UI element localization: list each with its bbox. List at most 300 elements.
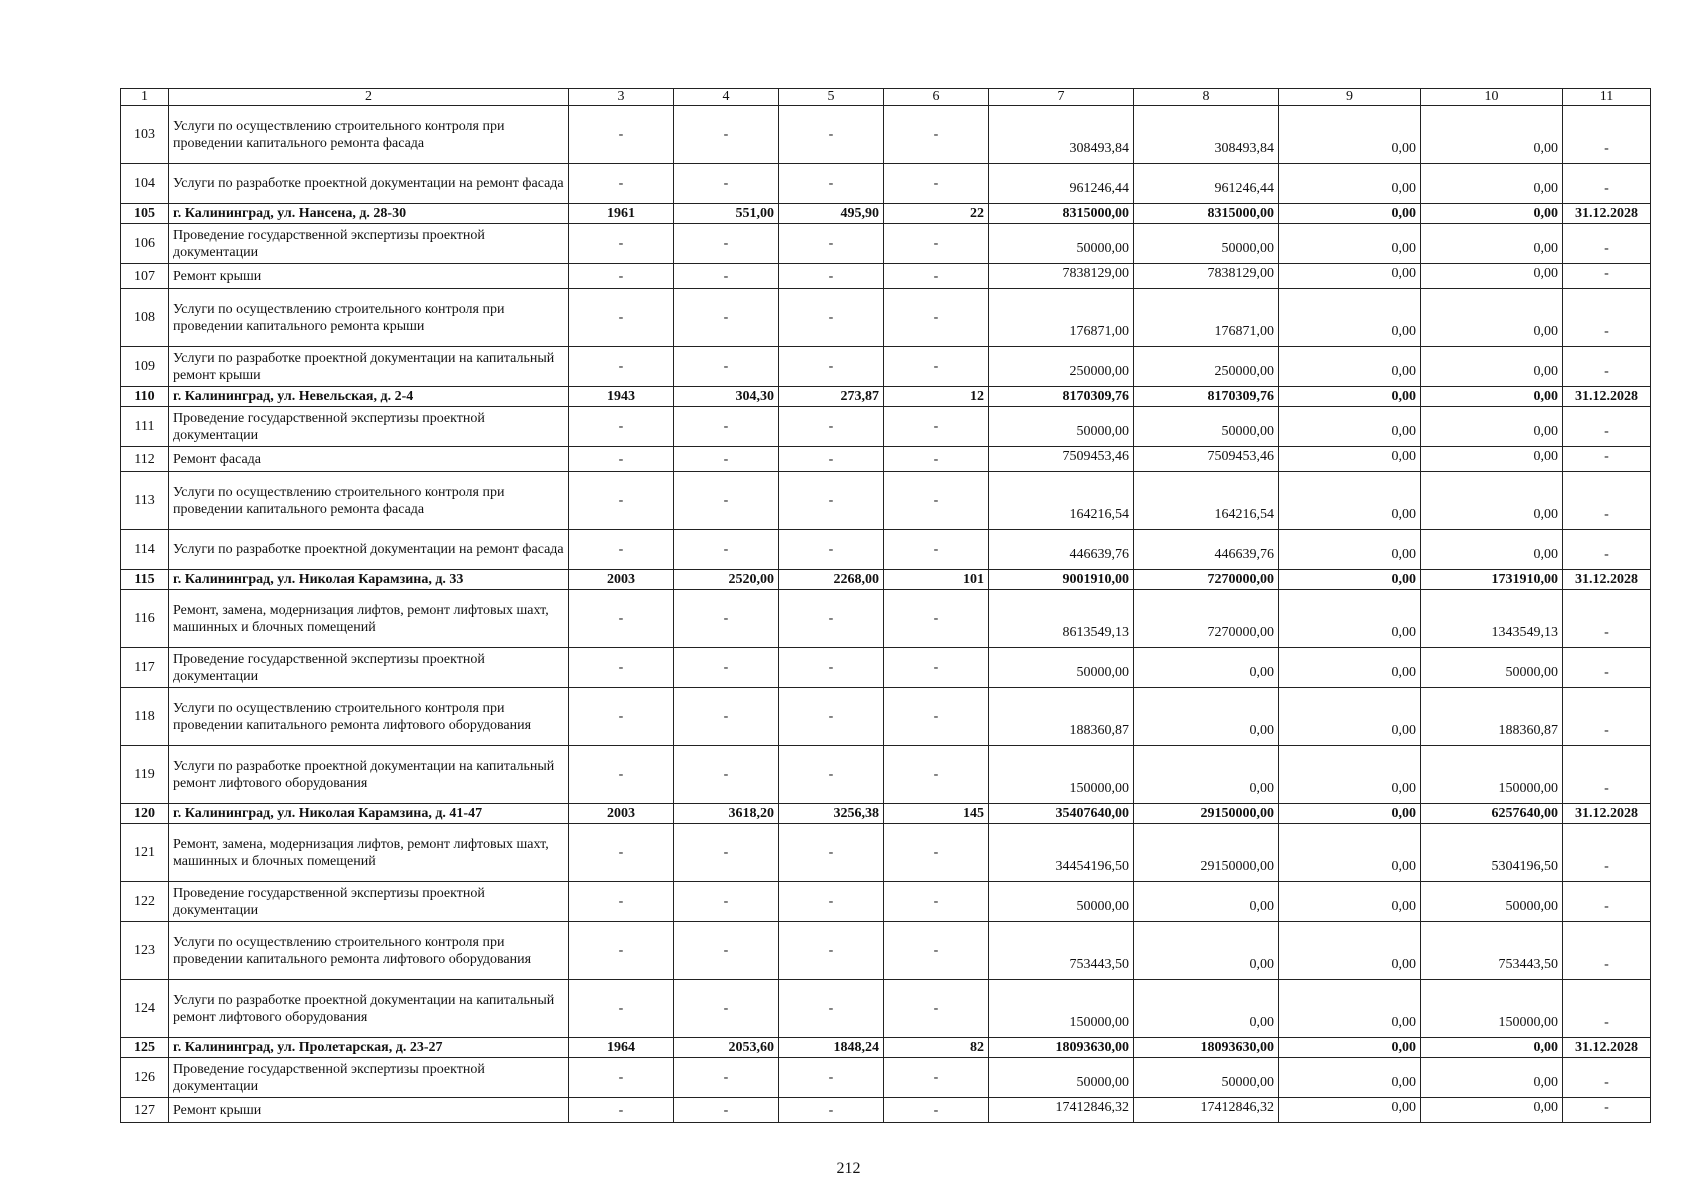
col10-cell: 0,00 [1421, 289, 1563, 347]
row-number-cell: 112 [121, 447, 169, 472]
col8-cell: 50000,00 [1134, 224, 1279, 264]
col4-cell: - [674, 530, 779, 570]
col5-cell: - [779, 922, 884, 980]
col6-cell: 145 [884, 804, 989, 824]
col11-cell: - [1563, 688, 1651, 746]
col4-cell: 551,00 [674, 204, 779, 224]
col8-cell: 446639,76 [1134, 530, 1279, 570]
col10-cell: 0,00 [1421, 447, 1563, 472]
address-row [121, 804, 1651, 824]
col10-cell: 0,00 [1421, 347, 1563, 387]
col9-cell: 0,00 [1279, 530, 1421, 570]
table-row [121, 824, 1651, 882]
col4-cell: - [674, 407, 779, 447]
col7-cell: 753443,50 [989, 922, 1134, 980]
col8-cell: 7270000,00 [1134, 570, 1279, 590]
col8-cell: 176871,00 [1134, 289, 1279, 347]
col11-cell: - [1563, 824, 1651, 882]
col10-cell: 0,00 [1421, 1058, 1563, 1098]
col5-cell: - [779, 824, 884, 882]
column-number-header: 2 [169, 89, 569, 106]
row-number-cell: 106 [121, 224, 169, 264]
col7-cell: 250000,00 [989, 347, 1134, 387]
col5-cell: - [779, 264, 884, 289]
col7-cell: 50000,00 [989, 648, 1134, 688]
col8-cell: 18093630,00 [1134, 1038, 1279, 1058]
col11-cell: - [1563, 1058, 1651, 1098]
col5-cell: - [779, 980, 884, 1038]
col11-cell: - [1563, 882, 1651, 922]
col8-cell: 7270000,00 [1134, 590, 1279, 648]
table-row [121, 648, 1651, 688]
column-number-header: 10 [1421, 89, 1563, 106]
col5-cell: - [779, 530, 884, 570]
col11-cell: - [1563, 590, 1651, 648]
col6-cell: - [884, 648, 989, 688]
work-name-cell: Услуги по разработке проектной документации на капитальный ремонт лифтового оборудования [169, 980, 569, 1038]
col7-cell: 50000,00 [989, 407, 1134, 447]
row-number-cell: 113 [121, 472, 169, 530]
col5-cell: 273,87 [779, 387, 884, 407]
work-name-cell: Проведение государственной экспертизы проектной документации [169, 882, 569, 922]
col5-cell: - [779, 746, 884, 804]
col6-cell: - [884, 882, 989, 922]
col7-cell: 150000,00 [989, 980, 1134, 1038]
col5-cell: - [779, 590, 884, 648]
work-name-cell: Услуги по осуществлению строительного контроля при проведении капитального ремонта фасада [169, 106, 569, 164]
row-number-cell: 122 [121, 882, 169, 922]
col4-cell: - [674, 289, 779, 347]
col3-cell: - [569, 164, 674, 204]
col9-cell: 0,00 [1279, 746, 1421, 804]
col4-cell: - [674, 882, 779, 922]
table-row [121, 224, 1651, 264]
col4-cell: - [674, 164, 779, 204]
col8-cell: 50000,00 [1134, 1058, 1279, 1098]
col8-cell: 0,00 [1134, 882, 1279, 922]
col8-cell: 164216,54 [1134, 472, 1279, 530]
col5-cell: - [779, 347, 884, 387]
row-number-cell: 123 [121, 922, 169, 980]
col5-cell: - [779, 688, 884, 746]
col8-cell: 0,00 [1134, 746, 1279, 804]
col7-cell: 150000,00 [989, 746, 1134, 804]
row-number-cell: 111 [121, 407, 169, 447]
col5-cell: - [779, 407, 884, 447]
column-number-header: 4 [674, 89, 779, 106]
col9-cell: 0,00 [1279, 106, 1421, 164]
col6-cell: - [884, 289, 989, 347]
col6-cell: - [884, 824, 989, 882]
column-number-header: 6 [884, 89, 989, 106]
col7-cell: 7509453,46 [989, 447, 1134, 472]
col5-cell: - [779, 106, 884, 164]
col10-cell: 0,00 [1421, 472, 1563, 530]
row-number-cell: 115 [121, 570, 169, 590]
col3-cell: - [569, 289, 674, 347]
col4-cell: - [674, 447, 779, 472]
col4-cell: - [674, 648, 779, 688]
work-name-cell: Проведение государственной экспертизы проектной документации [169, 1058, 569, 1098]
col5-cell: 495,90 [779, 204, 884, 224]
col7-cell: 176871,00 [989, 289, 1134, 347]
col5-cell: - [779, 289, 884, 347]
col7-cell: 50000,00 [989, 882, 1134, 922]
col10-cell: 0,00 [1421, 264, 1563, 289]
col3-cell: - [569, 882, 674, 922]
col11-cell: 31.12.2028 [1563, 570, 1651, 590]
col3-cell: - [569, 980, 674, 1038]
col7-cell: 35407640,00 [989, 804, 1134, 824]
col3-cell: 2003 [569, 804, 674, 824]
col3-cell: - [569, 590, 674, 648]
col10-cell: 50000,00 [1421, 882, 1563, 922]
col5-cell: 3256,38 [779, 804, 884, 824]
col10-cell: 150000,00 [1421, 980, 1563, 1038]
work-name-cell: Услуги по осуществлению строительного контроля при проведении капитального ремонта фасада [169, 472, 569, 530]
col7-cell: 164216,54 [989, 472, 1134, 530]
work-name-cell: Услуги по разработке проектной документации на ремонт фасада [169, 164, 569, 204]
work-name-cell: г. Калининград, ул. Нансена, д. 28-30 [169, 204, 569, 224]
col10-cell: 0,00 [1421, 224, 1563, 264]
col10-cell: 0,00 [1421, 204, 1563, 224]
col9-cell: 0,00 [1279, 648, 1421, 688]
col4-cell: - [674, 472, 779, 530]
col5-cell: 2268,00 [779, 570, 884, 590]
col11-cell: - [1563, 1098, 1651, 1123]
col4-cell: - [674, 1058, 779, 1098]
col9-cell: 0,00 [1279, 204, 1421, 224]
row-number-cell: 117 [121, 648, 169, 688]
table-body [121, 89, 1651, 1123]
col5-cell: - [779, 164, 884, 204]
col10-cell: 150000,00 [1421, 746, 1563, 804]
col5-cell: - [779, 224, 884, 264]
col7-cell: 34454196,50 [989, 824, 1134, 882]
work-name-cell: Ремонт крыши [169, 264, 569, 289]
col7-cell: 50000,00 [989, 224, 1134, 264]
col3-cell: - [569, 1058, 674, 1098]
col3-cell: - [569, 447, 674, 472]
col3-cell: - [569, 264, 674, 289]
col11-cell: - [1563, 648, 1651, 688]
work-name-cell: Услуги по разработке проектной документации на капитальный ремонт лифтового оборудования [169, 746, 569, 804]
address-row [121, 204, 1651, 224]
col6-cell: - [884, 447, 989, 472]
col9-cell: 0,00 [1279, 980, 1421, 1038]
work-name-cell: г. Калининград, ул. Николая Карамзина, д. 41-47 [169, 804, 569, 824]
table-row [121, 922, 1651, 980]
row-number-cell: 124 [121, 980, 169, 1038]
work-name-cell: г. Калининград, ул. Пролетарская, д. 23-27 [169, 1038, 569, 1058]
col4-cell: - [674, 746, 779, 804]
work-name-cell: Ремонт, замена, модернизация лифтов, ремонт лифтовых шахт, машинных и блочных помещений [169, 824, 569, 882]
col11-cell: - [1563, 407, 1651, 447]
table-row [121, 407, 1651, 447]
col10-cell: 6257640,00 [1421, 804, 1563, 824]
work-name-cell: Ремонт фасада [169, 447, 569, 472]
work-name-cell: Проведение государственной экспертизы проектной документации [169, 407, 569, 447]
work-name-cell: Ремонт крыши [169, 1098, 569, 1123]
row-number-cell: 118 [121, 688, 169, 746]
col4-cell: - [674, 824, 779, 882]
col10-cell: 5304196,50 [1421, 824, 1563, 882]
col7-cell: 8613549,13 [989, 590, 1134, 648]
col6-cell: 101 [884, 570, 989, 590]
col6-cell: - [884, 164, 989, 204]
row-number-cell: 103 [121, 106, 169, 164]
col10-cell: 0,00 [1421, 1038, 1563, 1058]
col3-cell: - [569, 224, 674, 264]
col7-cell: 17412846,32 [989, 1098, 1134, 1123]
col7-cell: 188360,87 [989, 688, 1134, 746]
col9-cell: 0,00 [1279, 570, 1421, 590]
col9-cell: 0,00 [1279, 224, 1421, 264]
col11-cell: - [1563, 922, 1651, 980]
col9-cell: 0,00 [1279, 289, 1421, 347]
col6-cell: - [884, 530, 989, 570]
row-number-cell: 104 [121, 164, 169, 204]
col8-cell: 961246,44 [1134, 164, 1279, 204]
table-row [121, 289, 1651, 347]
col5-cell: - [779, 1098, 884, 1123]
col3-cell: 2003 [569, 570, 674, 590]
col5-cell: - [779, 447, 884, 472]
col9-cell: 0,00 [1279, 1038, 1421, 1058]
col9-cell: 0,00 [1279, 590, 1421, 648]
row-number-cell: 110 [121, 387, 169, 407]
col10-cell: 0,00 [1421, 530, 1563, 570]
row-number-cell: 127 [121, 1098, 169, 1123]
col9-cell: 0,00 [1279, 264, 1421, 289]
col9-cell: 0,00 [1279, 804, 1421, 824]
table-row [121, 590, 1651, 648]
table-row [121, 106, 1651, 164]
col10-cell: 0,00 [1421, 387, 1563, 407]
col8-cell: 0,00 [1134, 648, 1279, 688]
col8-cell: 308493,84 [1134, 106, 1279, 164]
col6-cell: - [884, 746, 989, 804]
table-row [121, 688, 1651, 746]
work-name-cell: Услуги по разработке проектной документации на капитальный ремонт крыши [169, 347, 569, 387]
col11-cell: - [1563, 347, 1651, 387]
col10-cell: 1343549,13 [1421, 590, 1563, 648]
col3-cell: 1943 [569, 387, 674, 407]
column-number-header: 8 [1134, 89, 1279, 106]
col6-cell: - [884, 407, 989, 447]
col8-cell: 0,00 [1134, 922, 1279, 980]
row-number-cell: 109 [121, 347, 169, 387]
col10-cell: 0,00 [1421, 106, 1563, 164]
row-number-cell: 116 [121, 590, 169, 648]
col9-cell: 0,00 [1279, 472, 1421, 530]
col9-cell: 0,00 [1279, 1058, 1421, 1098]
col10-cell: 50000,00 [1421, 648, 1563, 688]
col10-cell: 0,00 [1421, 1098, 1563, 1123]
col9-cell: 0,00 [1279, 447, 1421, 472]
col8-cell: 250000,00 [1134, 347, 1279, 387]
col6-cell: - [884, 224, 989, 264]
col11-cell: - [1563, 224, 1651, 264]
col6-cell: 22 [884, 204, 989, 224]
table-row [121, 164, 1651, 204]
column-number-header: 11 [1563, 89, 1651, 106]
col3-cell: 1964 [569, 1038, 674, 1058]
col3-cell: - [569, 922, 674, 980]
work-name-cell: Проведение государственной экспертизы проектной документации [169, 648, 569, 688]
col11-cell: 31.12.2028 [1563, 204, 1651, 224]
col3-cell: - [569, 824, 674, 882]
work-name-cell: Услуги по осуществлению строительного контроля при проведении капитального ремонта крыши [169, 289, 569, 347]
col7-cell: 8170309,76 [989, 387, 1134, 407]
table-row [121, 1058, 1651, 1098]
column-number-header: 1 [121, 89, 169, 106]
table-row [121, 530, 1651, 570]
col8-cell: 50000,00 [1134, 407, 1279, 447]
col3-cell: - [569, 648, 674, 688]
col4-cell: 304,30 [674, 387, 779, 407]
col10-cell: 753443,50 [1421, 922, 1563, 980]
work-name-cell: г. Калининград, ул. Невельская, д. 2-4 [169, 387, 569, 407]
col7-cell: 9001910,00 [989, 570, 1134, 590]
col3-cell: - [569, 746, 674, 804]
column-number-header: 9 [1279, 89, 1421, 106]
col11-cell: - [1563, 289, 1651, 347]
col8-cell: 7509453,46 [1134, 447, 1279, 472]
col5-cell: 1848,24 [779, 1038, 884, 1058]
work-name-cell: Проведение государственной экспертизы проектной документации [169, 224, 569, 264]
page-number: 212 [836, 1160, 861, 1177]
col7-cell: 308493,84 [989, 106, 1134, 164]
row-number-cell: 120 [121, 804, 169, 824]
col4-cell: 3618,20 [674, 804, 779, 824]
col10-cell: 1731910,00 [1421, 570, 1563, 590]
col9-cell: 0,00 [1279, 1098, 1421, 1123]
col5-cell: - [779, 1058, 884, 1098]
col3-cell: - [569, 347, 674, 387]
table-row [121, 1098, 1651, 1123]
col3-cell: - [569, 688, 674, 746]
col6-cell: 82 [884, 1038, 989, 1058]
address-row [121, 570, 1651, 590]
col5-cell: - [779, 882, 884, 922]
col4-cell: 2520,00 [674, 570, 779, 590]
row-number-cell: 119 [121, 746, 169, 804]
col6-cell: - [884, 264, 989, 289]
col3-cell: - [569, 106, 674, 164]
col6-cell: - [884, 1058, 989, 1098]
col11-cell: 31.12.2028 [1563, 387, 1651, 407]
col11-cell: 31.12.2028 [1563, 1038, 1651, 1058]
col6-cell: - [884, 922, 989, 980]
col9-cell: 0,00 [1279, 824, 1421, 882]
col6-cell: - [884, 347, 989, 387]
col4-cell: - [674, 1098, 779, 1123]
col11-cell: - [1563, 106, 1651, 164]
row-number-cell: 108 [121, 289, 169, 347]
column-number-header-row [121, 89, 1651, 106]
col8-cell: 29150000,00 [1134, 804, 1279, 824]
row-number-cell: 121 [121, 824, 169, 882]
col3-cell: - [569, 1098, 674, 1123]
column-number-header: 3 [569, 89, 674, 106]
col8-cell: 29150000,00 [1134, 824, 1279, 882]
col8-cell: 17412846,32 [1134, 1098, 1279, 1123]
col4-cell: - [674, 590, 779, 648]
col7-cell: 446639,76 [989, 530, 1134, 570]
col3-cell: - [569, 407, 674, 447]
work-name-cell: Услуги по осуществлению строительного контроля при проведении капитального ремонта лифтового оборудования [169, 922, 569, 980]
col5-cell: - [779, 472, 884, 530]
row-number-cell: 107 [121, 264, 169, 289]
col7-cell: 7838129,00 [989, 264, 1134, 289]
col11-cell: - [1563, 746, 1651, 804]
col8-cell: 7838129,00 [1134, 264, 1279, 289]
table-row [121, 472, 1651, 530]
table-row [121, 980, 1651, 1038]
col11-cell: - [1563, 530, 1651, 570]
col6-cell: - [884, 472, 989, 530]
col8-cell: 8315000,00 [1134, 204, 1279, 224]
col11-cell: - [1563, 164, 1651, 204]
col11-cell: - [1563, 980, 1651, 1038]
col4-cell: - [674, 922, 779, 980]
col5-cell: - [779, 648, 884, 688]
col4-cell: - [674, 688, 779, 746]
col6-cell: - [884, 980, 989, 1038]
work-schedule-table [120, 88, 1651, 1123]
col4-cell: - [674, 264, 779, 289]
col10-cell: 0,00 [1421, 407, 1563, 447]
work-name-cell: Ремонт, замена, модернизация лифтов, ремонт лифтовых шахт, машинных и блочных помещений [169, 590, 569, 648]
col9-cell: 0,00 [1279, 164, 1421, 204]
col9-cell: 0,00 [1279, 688, 1421, 746]
col6-cell: - [884, 106, 989, 164]
table-row [121, 264, 1651, 289]
col8-cell: 0,00 [1134, 980, 1279, 1038]
table-row [121, 746, 1651, 804]
column-number-header: 5 [779, 89, 884, 106]
row-number-cell: 114 [121, 530, 169, 570]
col8-cell: 8170309,76 [1134, 387, 1279, 407]
address-row [121, 387, 1651, 407]
col8-cell: 0,00 [1134, 688, 1279, 746]
col7-cell: 50000,00 [989, 1058, 1134, 1098]
col7-cell: 8315000,00 [989, 204, 1134, 224]
col11-cell: 31.12.2028 [1563, 804, 1651, 824]
work-name-cell: г. Калининград, ул. Николая Карамзина, д. 33 [169, 570, 569, 590]
table-row [121, 347, 1651, 387]
col3-cell: - [569, 530, 674, 570]
row-number-cell: 105 [121, 204, 169, 224]
work-name-cell: Услуги по осуществлению строительного контроля при проведении капитального ремонта лифтового оборудования [169, 688, 569, 746]
col4-cell: 2053,60 [674, 1038, 779, 1058]
col9-cell: 0,00 [1279, 407, 1421, 447]
col9-cell: 0,00 [1279, 347, 1421, 387]
col9-cell: 0,00 [1279, 882, 1421, 922]
address-row [121, 1038, 1651, 1058]
col3-cell: 1961 [569, 204, 674, 224]
col9-cell: 0,00 [1279, 387, 1421, 407]
col6-cell: - [884, 1098, 989, 1123]
col11-cell: - [1563, 447, 1651, 472]
col10-cell: 0,00 [1421, 164, 1563, 204]
row-number-cell: 125 [121, 1038, 169, 1058]
col4-cell: - [674, 224, 779, 264]
col7-cell: 18093630,00 [989, 1038, 1134, 1058]
col11-cell: - [1563, 264, 1651, 289]
table-row [121, 447, 1651, 472]
